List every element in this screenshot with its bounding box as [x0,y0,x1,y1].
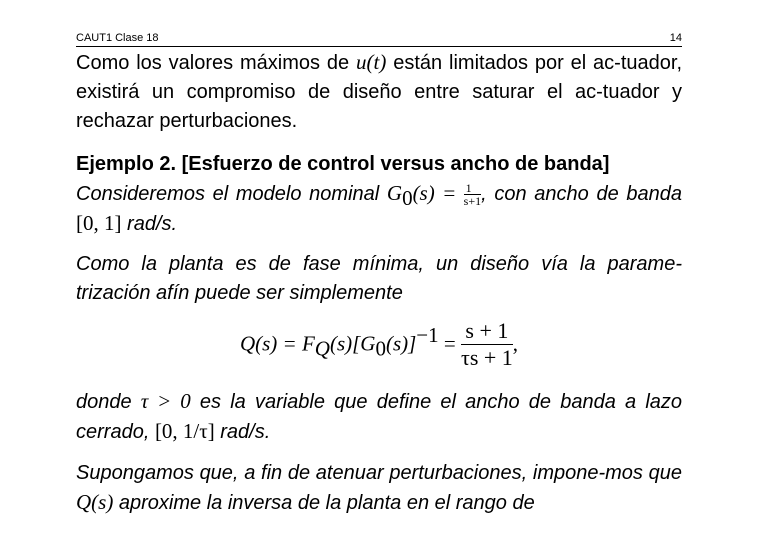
math-q-s: Q(s) [76,490,114,514]
page-number: 14 [669,32,682,44]
equation-q: $Q(s) = F_Q(s)[G_0(s)]^{-1}$ = $\frac{s + 1}{\tau s + 1}$ , [239,318,519,370]
fraction-plant: $\frac{1}{s+1}$ [463,180,482,209]
fraction-q: $\frac{s + 1}{\tau s + 1}$ [460,318,513,370]
example-block [76,150,682,239]
example-body: Consideremos el modelo nominal $G_0(s)$ = $\frac{1}{s+1}$ , con ancho de banda [0, 1] rad/s. [76,180,682,235]
example-title: Ejemplo 2. [Esfuerzo de control versus ancho de banda] [76,153,610,175]
paragraph-disturbance: Supongamos que, a fin de atenuar perturbaciones, impone-mos que Q(s) aproxime la inversa de la planta en el rango de [76,462,682,514]
paragraph-tau: donde τ > 0 es la variable que define el ancho de banda a lazo cerrado, [0, 1/τ] rad/s. [76,389,683,443]
paragraph-actuator: Como los valores máximos de u(t) están limitados por el ac-tuador, existirá un compromiso de diseño entre saturar el ac-tuador y rechazar perturbaciones. [76,50,682,132]
math-tau-positive: τ > 0 [140,389,191,413]
math-band: [0, 1] [76,211,122,235]
paragraph-parametrization: Como la planta es de fase mínima, un diseño vía la parame-trización afín puede ser simplemente [76,253,682,304]
header-course: CAUT1 Clase 18 [76,32,159,44]
header-rule [76,46,682,47]
math-closed-loop-band: [0, 1/τ] [154,419,215,443]
math-u-t: u(t) [356,50,387,74]
page-header [76,31,682,45]
